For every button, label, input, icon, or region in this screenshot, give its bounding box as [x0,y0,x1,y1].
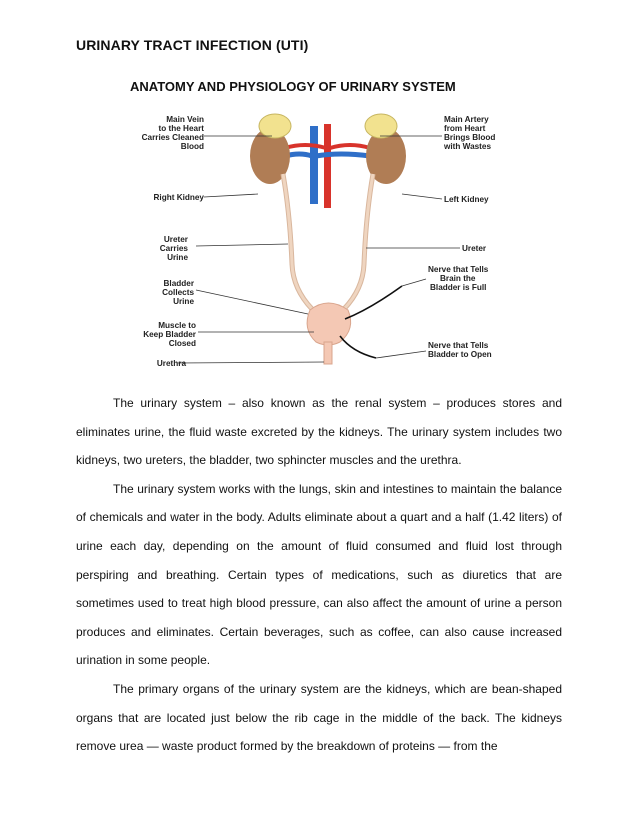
section-subtitle: ANATOMY AND PHYSIOLOGY OF URINARY SYSTEM [130,79,456,94]
bladder [307,303,351,345]
urinary-system-diagram [140,104,510,372]
paragraph-intro: The urinary system – also known as the renal system – produces stores and eliminates urine, the fluid waste excreted by the kidneys. The urinary system includes two kidneys, two ureters, the bladder, two sphincter muscles and the urethra. [76,396,562,468]
label-bladder: Bladder Collects Urine [162,279,194,306]
renal-vein [285,154,370,156]
left-ureter-fill [344,174,373,309]
label-nerve-full: Nerve that Tells Brain the Bladder is Full [428,265,489,292]
nerve-open [340,336,376,358]
label-left-ureter: Ureter Carries Urine [159,235,188,262]
aorta [324,124,331,208]
diagram-svg [140,104,510,372]
label-urethra: Urethra [156,359,186,368]
right-adrenal-gland [259,114,291,138]
document-title: URINARY TRACT INFECTION (UTI) [76,37,309,53]
label-right-ureter: Ureter [462,244,487,253]
vena-cava [310,126,318,204]
label-sphincter-muscle: Muscle to Keep Bladder Closed [143,321,196,348]
urethra [324,342,332,364]
label-main-artery: Main Artery from Heart Brings Blood with Wastes [444,115,496,151]
nerve-full [345,286,402,319]
right-ureter-fill [283,174,312,309]
paragraph-organs: The primary organs of the urinary system are the kidneys, which are bean-shaped organs that are located just below the rib cage in the middle of the back. The kidneys remove urea — waste product formed by the breakdown of proteins — from the [76,681,562,754]
label-nerve-open: Nerve that Tells Bladder to Open [428,341,492,359]
left-adrenal-gland [365,114,397,138]
label-main-vein: Main Vein to the Heart Carries Cleaned Blood [141,115,204,151]
paragraph-function: The urinary system works with the lungs, skin and intestines to maintain the balance of chemicals and water in the body. Adults eliminate about a quart and a half (1.42 liters) of urine each day, depending on the amount of fluid consumed and fluid lost through perspiring and breathing. Certain types of medications, such as diuretics that are sometimes used to treat high blood pressure, can also affect the amount of urine a person produces and eliminates. Certain beverages, such as coffee, can also cause increased urination in some people. [76,481,562,668]
label-right-kidney: Right Kidney [153,193,204,202]
label-left-kidney: Left Kidney [444,195,489,204]
body-text [76,389,562,761]
